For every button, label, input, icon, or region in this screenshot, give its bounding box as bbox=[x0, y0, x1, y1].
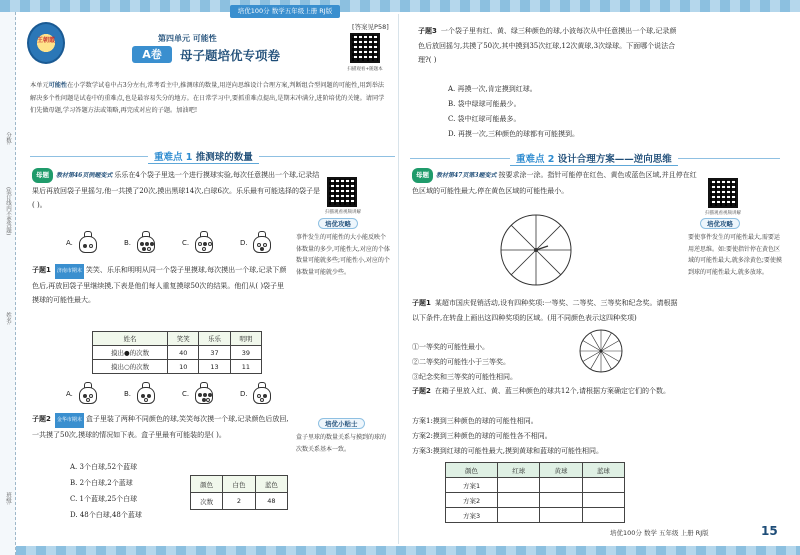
s3-option-a[interactable]: A. 再摸一次,肯定摸到红球。 bbox=[448, 85, 537, 93]
section1-label: 重难点 1 bbox=[154, 152, 193, 163]
s3-option-d[interactable]: D. 再摸一次,三种颜色的球都有可能摸到。 bbox=[448, 130, 580, 138]
s2-cell: 2 bbox=[223, 493, 255, 510]
section2-label: 重难点 2 bbox=[516, 154, 555, 165]
s5-row-label: 方案3 bbox=[446, 508, 498, 523]
s2-option-c[interactable]: C. 1个蓝球,25个白球 bbox=[70, 495, 138, 503]
sub3-label: 子题3 bbox=[418, 27, 437, 35]
mother1-text: 乐乐在4个袋子里选一个进行摸球实验,每次任意摸出一个球,记录结果后再放回袋子里摇匀,他一共摸了20次,摸出黑球14次,白球6次。乐乐最有可能选择的袋子是( )。 bbox=[32, 171, 320, 210]
sub-question-1 bbox=[32, 263, 290, 308]
s1-option-c[interactable]: C. bbox=[182, 390, 190, 398]
s5-plan-1: 方案1:摸到三种颜色的球的可能性相同。 bbox=[412, 417, 538, 425]
sub1-source: 济南市期末 bbox=[55, 264, 84, 279]
m1-option-b[interactable]: B. bbox=[124, 239, 132, 247]
section2-title: 设计合理方案——逆向思维 bbox=[557, 154, 672, 165]
s1-cell: 10 bbox=[168, 360, 199, 374]
s1-cell: 40 bbox=[168, 346, 199, 360]
binder-label-score: 分数: bbox=[5, 132, 11, 145]
s5-plan-3: 方案3:摸到红球的可能性最大,摸到黄球和蓝球的可能性相同。 bbox=[412, 447, 604, 455]
tip2-title: 培优小贴士 bbox=[318, 418, 365, 429]
mother2-tag: 母题 bbox=[412, 168, 433, 183]
sub2-text: 盒子里装了两种不同颜色的球,笑笑每次摸一个球,记录颜色后放回,一共摸了50次,摸球的情况如下表。盒子里最有可能装的是( )。 bbox=[32, 415, 289, 439]
s5-th-1: 红球 bbox=[498, 463, 540, 478]
bottom-wave-decoration bbox=[16, 546, 800, 555]
binder-label-class: 班级: bbox=[5, 492, 11, 505]
s1-option-b[interactable]: B. bbox=[124, 390, 132, 398]
s5-answer-cell[interactable] bbox=[582, 508, 624, 523]
sub1-table bbox=[92, 331, 262, 374]
s2-th-2: 蓝色 bbox=[255, 476, 287, 493]
sub3-text: 一个袋子里有红、黄、绿三种颜色的球,小波每次从中任意摸出一个球,记录颜色后放回摇匀,共摸了50次,其中摸到35次红球,12次黄球,3次绿球。下面哪个说法合理?( ) bbox=[418, 27, 677, 65]
bag-c2-icon bbox=[194, 382, 214, 404]
sub2-label: 子题2 bbox=[32, 415, 51, 423]
s1-th-0: 姓名 bbox=[93, 332, 168, 346]
bag-b2-icon bbox=[136, 382, 156, 404]
qr-code-header[interactable] bbox=[350, 33, 380, 63]
bag-c-icon bbox=[194, 231, 214, 253]
spinner-8-sectors[interactable] bbox=[498, 212, 574, 288]
tip3-title: 培优攻略 bbox=[700, 218, 740, 229]
sub5-label: 子题2 bbox=[412, 387, 431, 395]
s2-option-d[interactable]: D. 48个白球,48个蓝球 bbox=[70, 511, 142, 519]
center-fold bbox=[398, 14, 399, 544]
top-banner: 培优100分 数学五年级上册 RJ版 bbox=[230, 5, 340, 18]
bag-a-icon bbox=[78, 231, 98, 253]
sub-question-4 bbox=[412, 296, 684, 325]
s5-answer-cell[interactable] bbox=[498, 508, 540, 523]
s3-option-c[interactable]: C. 袋中红球可能最多。 bbox=[448, 115, 521, 123]
sub1-text: 笑笑、乐乐和明明从同一个袋子里摸球,每次摸出一个球,记录下颜色后,再放回袋子里继续摸,下表是他们每人重复摸球50次的结果。他们从( )袋子里摸球的可能性最大。 bbox=[32, 266, 287, 305]
sub4-text: 某超市国庆促销活动,设有四种奖项:一等奖、二等奖、三等奖和纪念奖。请根据以下条件,在转盘上画出这四种奖项的区域。(用不同颜色表示这四种奖项) bbox=[412, 299, 678, 322]
footer-text: 培优100分 数学 五年级 上册 RJ版 bbox=[610, 529, 709, 537]
s5-th-0: 颜色 bbox=[446, 463, 498, 478]
s1-cell: 13 bbox=[199, 360, 230, 374]
section2-heading bbox=[510, 151, 678, 166]
sub5-text: 在箱子里放入红、黄、蓝三种颜色的球共12个,请根据方案确定它们的个数。 bbox=[434, 387, 671, 395]
s2-th-0: 颜色 bbox=[191, 476, 223, 493]
sub-question-5 bbox=[412, 384, 702, 399]
s5-answer-cell[interactable] bbox=[498, 493, 540, 508]
logo-text: 王朝霞 bbox=[36, 37, 55, 44]
s5-answer-cell[interactable] bbox=[540, 493, 582, 508]
s5-th-2: 黄球 bbox=[540, 463, 582, 478]
unit-title: 第四单元 可能性 bbox=[158, 34, 217, 43]
s1-th-1: 笑笑 bbox=[168, 332, 199, 346]
s4-condition-2: ②二等奖的可能性小于三等奖。 bbox=[412, 358, 510, 366]
section1-heading bbox=[148, 149, 259, 164]
binder-label-name: 姓名: bbox=[5, 312, 11, 325]
s5-th-3: 蓝球 bbox=[582, 463, 624, 478]
m1-option-c[interactable]: C. bbox=[182, 239, 190, 247]
s1-cell: 摸出●的次数 bbox=[93, 346, 168, 360]
s1-th-2: 乐乐 bbox=[199, 332, 230, 346]
s5-answer-cell[interactable] bbox=[582, 478, 624, 493]
qr-code-video-1[interactable] bbox=[327, 177, 357, 207]
s5-answer-cell[interactable] bbox=[540, 478, 582, 493]
sub1-label: 子题1 bbox=[32, 266, 51, 274]
s2-th-1: 白色 bbox=[223, 476, 255, 493]
mother2-text: 按要求涂一涂。指针可能停在红色、黄色或蓝色区域,并且停在红色区域的可能性最大,停在黄色区域的可能性最小。 bbox=[412, 171, 697, 195]
s5-answer-cell[interactable] bbox=[582, 493, 624, 508]
s1-cell: 39 bbox=[230, 346, 261, 360]
binder-margin bbox=[0, 12, 16, 555]
s5-answer-cell[interactable] bbox=[540, 508, 582, 523]
bag-d2-icon bbox=[252, 382, 272, 404]
tip1-body: 事件发生的可能性的大小能反映个体数量的多少,可能性大,对应的个体数量可能就多些;可能性小,对应的个体数量可能就少些。 bbox=[296, 234, 390, 276]
bag-b-icon bbox=[136, 231, 156, 253]
intro-rest: 在小学数学试卷中占3分左右,常考看主中,推测球的数量,用逆向思维设计合理方案,判断组合型问题的可能性,用到举法解决多个性问题是试卷中的重难点,也是最容易失分的地方。在日常学习中,要抓重难点提出,是期末冲满分,进阶培优的关键。请同学们先做母题,学习答题方法或策略,再完成对应的子题。加油吧! bbox=[30, 82, 385, 114]
page-number: 15 bbox=[761, 524, 778, 538]
mother2-source: 教材第47页第3题变式 bbox=[436, 172, 497, 179]
m1-option-a[interactable]: A. bbox=[66, 239, 73, 247]
s5-row-label: 方案2 bbox=[446, 493, 498, 508]
mother-question-2 bbox=[412, 168, 702, 198]
qr-code-video-2[interactable] bbox=[708, 178, 738, 208]
page-title: 母子题培优专项卷 bbox=[180, 48, 281, 63]
bag-d-icon bbox=[252, 231, 272, 253]
s1-cell: 11 bbox=[230, 360, 261, 374]
intro-bold: 可能性 bbox=[48, 82, 68, 89]
s1-cell: 37 bbox=[199, 346, 230, 360]
tip2-body: 盒子里球的数量关系与摸到的球的次数关系基本一致。 bbox=[296, 434, 387, 453]
s3-option-b[interactable]: B. 袋中绿球可能最少。 bbox=[448, 100, 521, 108]
s2-option-a[interactable]: A. 3个白球,52个蓝球 bbox=[70, 463, 138, 471]
sub4-label: 子题1 bbox=[412, 299, 431, 307]
s4-condition-1: ①一等奖的可能性最小。 bbox=[412, 343, 489, 351]
s2-cell: 次数 bbox=[191, 493, 223, 510]
s5-row-label: 方案1 bbox=[446, 478, 498, 493]
s2-option-b[interactable]: B. 2个白球,2个蓝球 bbox=[70, 479, 133, 487]
paper-badge: A卷 bbox=[132, 46, 172, 63]
m1-option-d[interactable]: D. bbox=[240, 239, 248, 247]
s2-cell: 48 bbox=[255, 493, 287, 510]
mother-question-1 bbox=[32, 168, 322, 213]
s1-th-3: 明明 bbox=[230, 332, 261, 346]
mother-tag: 母题 bbox=[32, 168, 53, 183]
binder-warning: (装订线内不要答题) bbox=[5, 187, 11, 236]
sub2-source: 金华市期末 bbox=[55, 413, 84, 428]
bag-a2-icon bbox=[78, 382, 98, 404]
sub5-table bbox=[445, 462, 625, 523]
s1-option-d[interactable]: D. bbox=[240, 390, 248, 398]
s5-answer-cell[interactable] bbox=[498, 478, 540, 493]
s1-option-a[interactable]: A. bbox=[66, 390, 73, 398]
qr-caption-2: 扫描观看视频讲解 bbox=[705, 211, 741, 216]
answer-reference: [答案见P58] bbox=[352, 23, 389, 31]
section1-title: 推测球的数量 bbox=[195, 152, 253, 163]
s5-plan-2: 方案2:摸到三种颜色的球的可能性各不相同。 bbox=[412, 432, 552, 440]
mother1-source: 教材第46页例题变式 bbox=[56, 172, 113, 179]
qr-caption-1: 扫描观看视频讲解 bbox=[325, 210, 361, 215]
top-wave-decoration bbox=[0, 0, 800, 12]
intro-paragraph bbox=[30, 80, 390, 118]
s1-cell: 摸出○的次数 bbox=[93, 360, 168, 374]
tip1-title: 培优攻略 bbox=[318, 218, 358, 229]
qr-caption-header: 扫描观看+随题本 bbox=[347, 67, 383, 72]
tip3-body: 要使事件发生的可能性最大,需要运用逆思维。如:要使指针停在黄色区域的可能性最大,就多涂黄色;要使摸到球的可能性最大,就多放球。 bbox=[688, 234, 782, 276]
spinner-12-sectors[interactable] bbox=[578, 328, 624, 374]
intro-start: 本单元 bbox=[30, 82, 49, 89]
sub2-table bbox=[190, 475, 288, 510]
sub-question-2 bbox=[32, 412, 290, 442]
sub-question-3 bbox=[418, 24, 680, 68]
s4-condition-3: ③纪念奖和三等奖的可能性相同。 bbox=[412, 373, 517, 381]
